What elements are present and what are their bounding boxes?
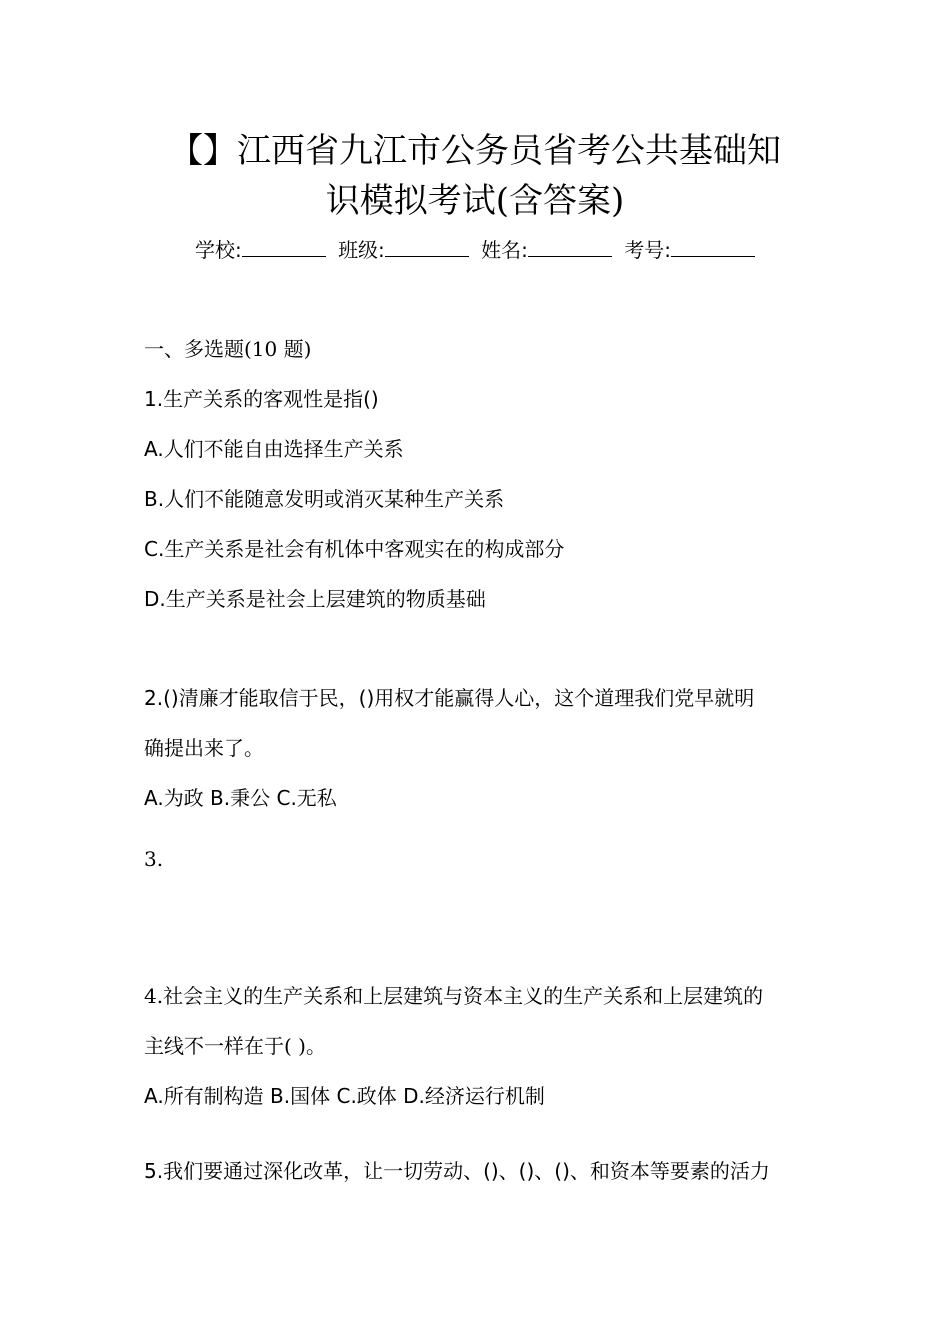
question-4-stem-line-2: 主线不一样在于( )。: [144, 1034, 326, 1058]
question-2-options: A.为政 B.秉公 C.无私: [144, 786, 337, 810]
question-2-stem-line-1: 2.()清廉才能取信于民，()用权才能赢得人心，这个道理我们党早就明: [144, 686, 755, 710]
document-title-line-1: 【】江西省九江市公务员省考公共基础知: [169, 131, 781, 171]
question-5-stem-line-1: 5.我们要通过深化改革，让一切劳动、()、()、()、和资本等要素的活力: [144, 1159, 770, 1183]
section-heading: 一、多选题(10 题): [144, 337, 312, 361]
question-1-option-a: A.人们不能自由选择生产关系: [144, 437, 404, 461]
question-1-option-d: D.生产关系是社会上层建筑的物质基础: [144, 587, 486, 611]
document-title-line-2: 识模拟考试(含答案): [325, 181, 625, 221]
name-field: [481, 238, 612, 262]
class-label: 班级:: [338, 238, 385, 262]
name-label: 姓名:: [481, 238, 528, 262]
class-field: [338, 238, 469, 262]
question-1-option-c: C.生产关系是社会有机体中客观实在的构成部分: [144, 537, 565, 561]
exam-number-field: [624, 238, 755, 262]
question-1-stem: 1.生产关系的客观性是指(): [144, 387, 379, 411]
class-blank: [385, 234, 469, 257]
exam-number-blank: [671, 234, 755, 257]
exam-number-label: 考号:: [624, 238, 672, 262]
question-2-stem-line-2: 确提出来了。: [144, 736, 264, 760]
name-blank: [528, 234, 612, 257]
question-4-stem-line-1: 4.社会主义的生产关系和上层建筑与资本主义的生产关系和上层建筑的: [144, 984, 764, 1008]
student-info-row: [0, 234, 950, 266]
question-4-options: A.所有制构造 B.国体 C.政体 D.经济运行机制: [144, 1084, 545, 1108]
school-field: [195, 238, 326, 262]
school-label: 学校:: [194, 238, 242, 262]
question-3-stem: 3.: [144, 847, 164, 871]
question-1-option-b: B.人们不能随意发明或消灭某种生产关系: [144, 487, 505, 511]
school-blank: [242, 234, 326, 257]
